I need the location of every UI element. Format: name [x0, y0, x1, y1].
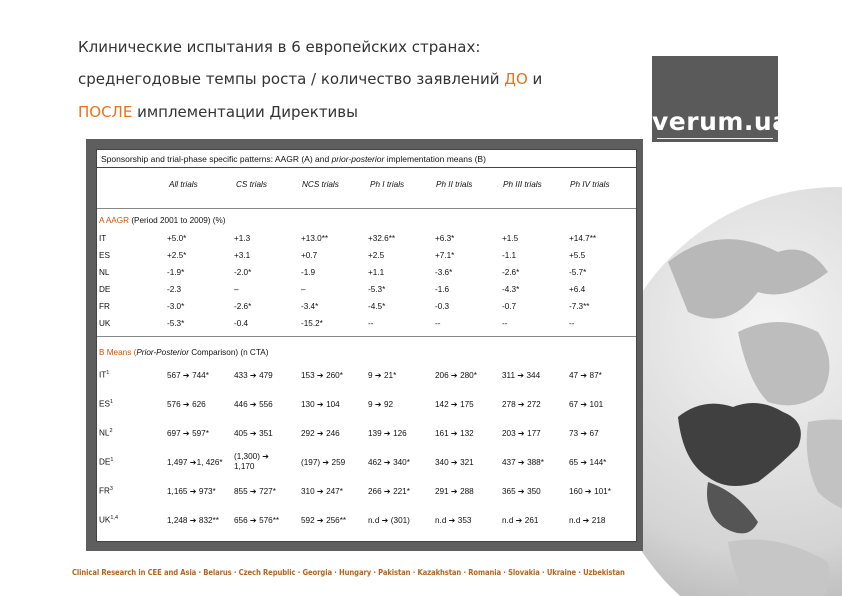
- table-cell: 160 ➔ 101*: [569, 487, 611, 496]
- row-label: ES: [99, 251, 110, 260]
- slide-title-line-3: [78, 103, 358, 121]
- table-cell: 1,497 ➔1, 426*: [167, 458, 223, 467]
- table-cell: +2.5*: [167, 251, 187, 260]
- table-cell: -0.4: [234, 319, 249, 328]
- table-cell: 203 ➔ 177: [502, 429, 541, 438]
- footer-country-list: Clinical Research in CEE and Asia · Belarus · Czech Republic · Georgia · Hungary · Pakistan · Kazakhstan · Romania · Slovakia · Ukraine · Uzbekistan: [72, 568, 625, 577]
- section-b-italic: Prior-Posterior: [136, 348, 189, 357]
- table-cell: (1,300) ➔ 1,170: [234, 452, 270, 471]
- row-footnote-mark: 1,4: [110, 515, 119, 521]
- col-header-ncs: NCS trials: [302, 180, 339, 189]
- table-cell: 9 ➔ 21*: [368, 371, 397, 380]
- table-cell: 310 ➔ 247*: [301, 487, 343, 496]
- table-cell: --: [502, 319, 508, 328]
- section-b-label: [99, 348, 268, 357]
- table-cell: -3.6*: [435, 268, 453, 277]
- table-cell: 697 ➔ 597*: [167, 429, 209, 438]
- table-cell: -5.3*: [368, 285, 386, 294]
- table-cell: 47 ➔ 87*: [569, 371, 602, 380]
- title-before-accent: ДО: [504, 70, 528, 88]
- col-header-all: All trials: [169, 180, 198, 189]
- row-footnote-mark: 1: [106, 370, 110, 376]
- row-label: IT: [99, 234, 107, 243]
- row-footnote-mark: 3: [109, 486, 113, 492]
- table-cell: -3.4*: [301, 302, 319, 311]
- table-cell: n.d ➔ (301): [368, 516, 410, 525]
- table-cell: 73 ➔ 67: [569, 429, 599, 438]
- row-footnote-mark: 1: [110, 457, 114, 463]
- table-cell: -2.6*: [234, 302, 252, 311]
- verum-logo: [652, 56, 790, 142]
- table-cell: 405 ➔ 351: [234, 429, 273, 438]
- logo-text: verum.ua: [652, 107, 790, 136]
- table-cell: +6.4: [569, 285, 586, 294]
- table-title-text: Sponsorship and trial-phase specific patterns: AAGR (A) and: [101, 154, 332, 164]
- table-title: [101, 154, 486, 164]
- row-label: FR: [99, 302, 110, 311]
- row-label: $NL^2$: [99, 428, 113, 438]
- table-cell: –: [301, 285, 306, 294]
- section-divider: [97, 336, 636, 337]
- table-cell: 292 ➔ 246: [301, 429, 340, 438]
- table-cell: 1,248 ➔ 832**: [167, 516, 219, 525]
- table-cell: +5.5: [569, 251, 586, 260]
- table-cell: 291 ➔ 288: [435, 487, 474, 496]
- header-divider: [97, 208, 636, 209]
- section-a-label: [99, 216, 226, 225]
- row-label: UK: [99, 319, 111, 328]
- col-header-ph4: Ph IV trials: [570, 180, 610, 189]
- table-title-end: implementation means (B): [384, 154, 486, 164]
- section-a-prefix: A AAGR: [99, 216, 132, 225]
- table-cell: 340 ➔ 321: [435, 458, 474, 467]
- table-cell: 311 ➔ 344: [502, 371, 541, 380]
- col-header-ph1: Ph I trials: [370, 180, 405, 189]
- table-cell: +14.7**: [569, 234, 597, 243]
- table-cell: 576 ➔ 626: [167, 400, 206, 409]
- table-cell: +7.1*: [435, 251, 455, 260]
- table-cell: 153 ➔ 260*: [301, 371, 343, 380]
- table-cell: 855 ➔ 727*: [234, 487, 276, 496]
- table-cell: +1.1: [368, 268, 385, 277]
- title-line-2-end: и: [527, 70, 543, 88]
- table-cell: -0.3: [435, 302, 450, 311]
- table-cell: n.d ➔ 261: [502, 516, 539, 525]
- title-line-3-text: имплементации Директивы: [132, 103, 358, 121]
- table-cell: +3.1: [234, 251, 251, 260]
- table-cell: 462 ➔ 340*: [368, 458, 410, 467]
- table-cell: 433 ➔ 479: [234, 371, 273, 380]
- table-cell: n.d ➔ 218: [569, 516, 606, 525]
- table-cell: -3.0*: [167, 302, 185, 311]
- table-cell: +6.3*: [435, 234, 455, 243]
- table-cell: +5.0*: [167, 234, 187, 243]
- table-cell: 139 ➔ 126: [368, 429, 407, 438]
- row-label: $DE^1$: [99, 457, 114, 467]
- table-cell: +1.3: [234, 234, 251, 243]
- table-cell: 365 ➔ 350: [502, 487, 541, 496]
- table-cell: -15.2*: [301, 319, 323, 328]
- table-cell: –: [234, 285, 239, 294]
- table-cell: 206 ➔ 280*: [435, 371, 477, 380]
- col-header-cs: CS trials: [236, 180, 267, 189]
- table-cell: -4.5*: [368, 302, 386, 311]
- table-cell: -2.6*: [502, 268, 520, 277]
- row-label: $IT^1$: [99, 370, 110, 380]
- table-cell: --: [569, 319, 575, 328]
- table-cell: +13.0**: [301, 234, 329, 243]
- section-a-text: (Period 2001 to 2009) (%): [131, 216, 226, 225]
- table-cell: n.d ➔ 353: [435, 516, 472, 525]
- row-footnote-mark: 2: [109, 428, 113, 434]
- slide-title-line-1: Клинические испытания в 6 европейских странах:: [78, 38, 481, 56]
- title-line-2-text: среднегодовые темпы роста / количество заявлений: [78, 70, 505, 88]
- table-cell: -1.9: [301, 268, 316, 277]
- results-table: [96, 149, 637, 542]
- table-cell: -1.6: [435, 285, 450, 294]
- table-cell: 592 ➔ 256**: [301, 516, 347, 525]
- title-divider: [97, 167, 636, 168]
- table-cell: (197) ➔ 259: [301, 458, 346, 467]
- table-cell: -4.3*: [502, 285, 520, 294]
- table-cell: 130 ➔ 104: [301, 400, 340, 409]
- table-cell: 278 ➔ 272: [502, 400, 541, 409]
- title-after-accent: ПОСЛЕ: [78, 103, 133, 121]
- section-b-prefix: B Means (: [99, 348, 137, 357]
- table-cell: -7.3**: [569, 302, 590, 311]
- table-cell: 65 ➔ 144*: [569, 458, 607, 467]
- table-cell: 142 ➔ 175: [435, 400, 474, 409]
- globe-europe-illustration: [608, 182, 842, 596]
- table-cell: -5.3*: [167, 319, 185, 328]
- row-footnote-mark: 1: [109, 399, 113, 405]
- section-b-text: Comparison) (n CTA): [188, 348, 269, 357]
- table-cell: 446 ➔ 556: [234, 400, 273, 409]
- table-cell: 567 ➔ 744*: [167, 371, 209, 380]
- table-cell: 67 ➔ 101: [569, 400, 604, 409]
- table-cell: 266 ➔ 221*: [368, 487, 410, 496]
- row-label: $ES^1$: [99, 399, 113, 409]
- table-cell: -2.0*: [234, 268, 252, 277]
- table-cell: --: [368, 319, 374, 328]
- table-cell: +1.5: [502, 234, 519, 243]
- table-cell: +32.6**: [368, 234, 396, 243]
- col-header-ph2: Ph II trials: [436, 180, 473, 189]
- table-cell: --: [435, 319, 441, 328]
- table-cell: 1,165 ➔ 973*: [167, 487, 216, 496]
- row-label: $FR^3$: [99, 486, 113, 496]
- table-cell: 656 ➔ 576**: [234, 516, 280, 525]
- table-cell: -1.1: [502, 251, 517, 260]
- row-label: DE: [99, 285, 111, 294]
- table-cell: +2.5: [368, 251, 385, 260]
- table-cell: -1.9*: [167, 268, 185, 277]
- slide-title-line-2: [78, 70, 542, 88]
- table-cell: 437 ➔ 388*: [502, 458, 544, 467]
- table-title-italic: prior-posterior: [331, 154, 385, 164]
- table-cell: +0.7: [301, 251, 318, 260]
- table-cell: 9 ➔ 92: [368, 400, 394, 409]
- logo-underline: [657, 138, 773, 139]
- row-label: NL: [99, 268, 110, 277]
- table-cell: -0.7: [502, 302, 517, 311]
- table-cell: -5.7*: [569, 268, 587, 277]
- row-label: UK$^{1,4}$: [99, 515, 119, 525]
- table-cell: 161 ➔ 132: [435, 429, 474, 438]
- table-cell: -2.3: [167, 285, 182, 294]
- col-header-ph3: Ph III trials: [503, 180, 542, 189]
